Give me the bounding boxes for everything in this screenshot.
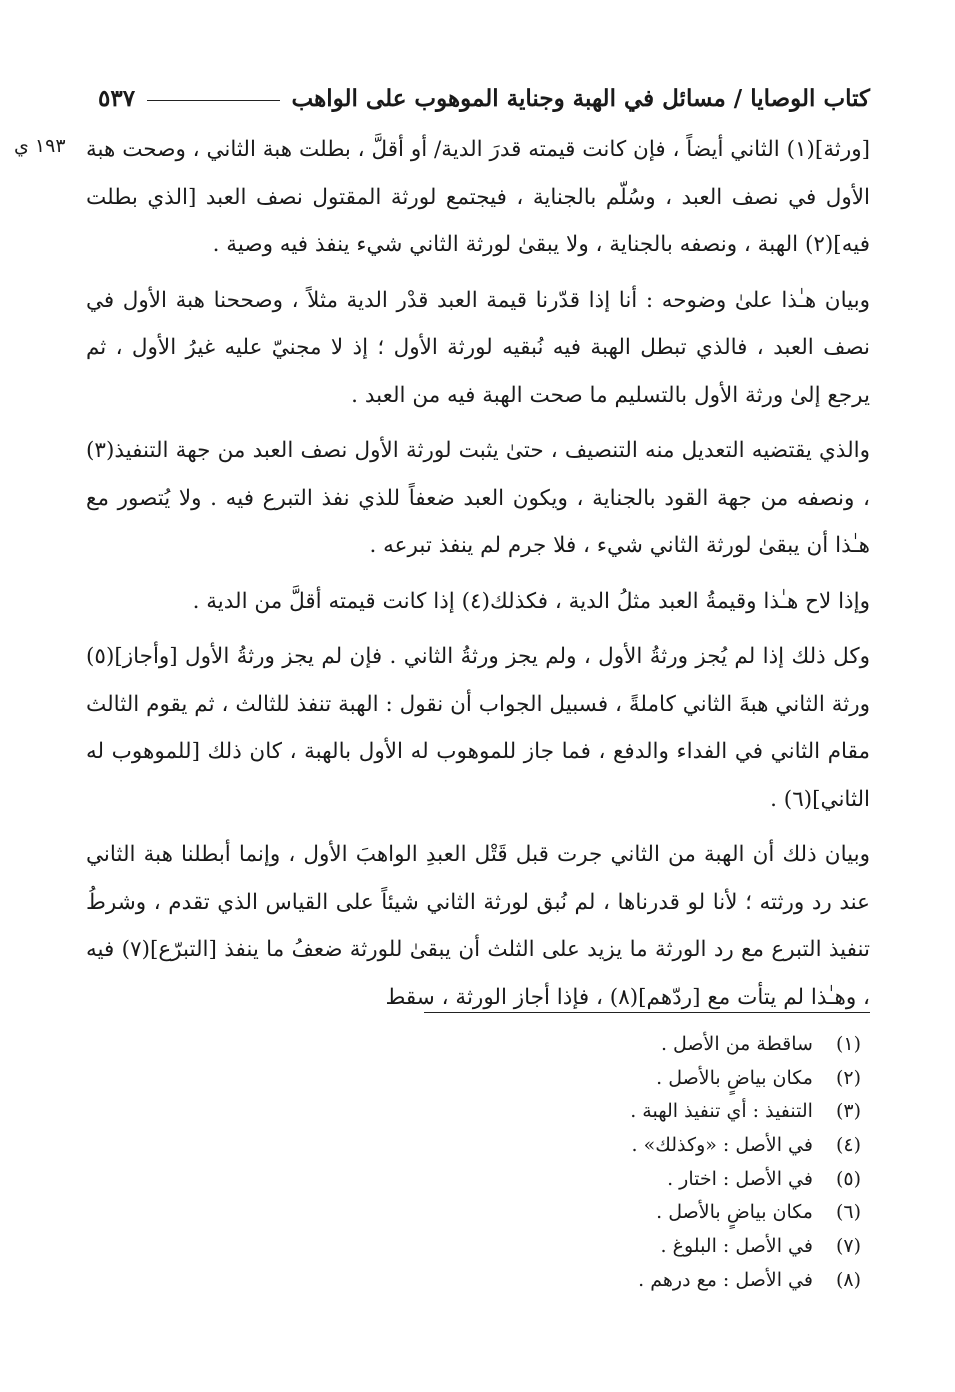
paragraph: وكل ذلك إذا لم يُجز ورثةُ الأول ، ولم يجز ورثةُ الثاني . فإن لم يجز ورثةُ الأول [وأجاز](٥) ورثة الثاني هبةَ الثاني كاملةً ، فسبيل الجواب أن نقول : الهبة تنفذ للثالث ، ثم يقوم الثالث مقام الثاني في الفداء والدفع ، فما جاز للموهوب له الأول بالهبة ، كان ذلك [للموهوب له الثاني](٦) . bbox=[86, 644, 870, 812]
page-number: ٥٣٧ bbox=[98, 84, 136, 112]
footnote-number: (١) bbox=[835, 1033, 861, 1055]
footnote bbox=[421, 1264, 861, 1298]
margin-reference: ١٩٣ ي bbox=[14, 135, 66, 157]
running-header bbox=[98, 78, 870, 118]
main-text bbox=[86, 126, 870, 1029]
footnote-text: مكان بياضٍ بالأصل . bbox=[656, 1201, 813, 1224]
footnotes bbox=[421, 1028, 861, 1298]
paragraph: [ورثة](١) الثاني أيضاً ، فإن كانت قيمته قدرَ الدية/ أو أقلَّ ، بطلت هبة الثاني ، وصحت هبة الأول في نصف العبد ، وسُلّم بالجناية ، فيجتمع لورثة المقتول نصف العبد [الذي بطلت فيه](٢) الهبة ، ونصفه بالجناية ، ولا يبقىٰ لورثة الثاني شيء ينفذ فيه وصية . bbox=[86, 137, 870, 257]
footnote-number: (٧) bbox=[835, 1235, 861, 1258]
footnote-text: التنفيذ : أي تنفيذ الهبة . bbox=[630, 1100, 813, 1123]
paragraph: وبيان هـٰذا علىٰ وضوحه : أنا إذا قدّرنا قيمة العبد قدْر الدية مثلاً ، وصححنا هبة الأول في نصف العبد ، فالذي تبطل الهبة فيه نُبقيه لورثة الأول ؛ إذ لا مجنيّ عليه غيرُ الأول ، ثم يرجع إلىٰ ورثة الأول بالتسليم ما صحت الهبة فيه من العبد . bbox=[86, 287, 870, 408]
footnote-text: في الأصل : اختار . bbox=[667, 1167, 813, 1190]
footnote bbox=[421, 1129, 861, 1163]
paragraph: والذي يقتضيه التعديل منه التنصيف ، حتىٰ يثبت لورثة الأول نصف العبد من جهة التنفيذ(٣) ، ونصفه من جهة القود بالجناية ، ويكون العبد ضعفاً للذي نفذ التبرع فيه . ولا يُتصور مع هـٰذا أن يبقىٰ لورثة الثاني شيء ، فلا جرم لم ينفذ تبرعه . bbox=[86, 438, 870, 558]
footnote-text: في الأصل : البلوغ . bbox=[660, 1235, 813, 1258]
footnote-number: (٢) bbox=[835, 1066, 861, 1089]
footnote-number: (٤) bbox=[835, 1134, 861, 1157]
footnote bbox=[421, 1095, 861, 1129]
footnote-number: (٦) bbox=[835, 1201, 861, 1224]
footnote-separator bbox=[424, 1012, 870, 1013]
header-rule bbox=[147, 100, 279, 101]
footnote-text: مكان بياضٍ بالأصل . bbox=[656, 1066, 813, 1089]
footnote-text: في الأصل : مع درهم . bbox=[638, 1268, 813, 1291]
footnote bbox=[421, 1196, 861, 1230]
footnote-number: (٣) bbox=[835, 1100, 861, 1123]
footnote-text: في الأصل : «وكذلك» . bbox=[631, 1134, 813, 1157]
paragraph: وإذا لاح هـٰذا وقيمةُ العبد مثلُ الدية ، فكذلك(٤) إذا كانت قيمته أقلَّ من الدية . bbox=[192, 588, 870, 614]
footnote-number: (٨) bbox=[835, 1268, 861, 1291]
footnote bbox=[421, 1028, 861, 1062]
header-title: كتاب الوصايا / مسائل في الهبة وجناية الموهوب على الواهب bbox=[291, 84, 870, 112]
paragraph: وبيان ذلك أن الهبة من الثاني جرت قبل قَتْل العبدِ الواهبَ الأول ، وإنما أبطلنا هبة الثاني عند رد ورثته ؛ لأنا لو قدرناها ، لم نُبق لورثة الثاني شيئاً على القياس الذي تقدم ، وشرطُ تنفيذ التبرع مع رد الورثة ما يزيد على الثلث أن يبقىٰ للورثة ضعفُ ما ينفذ [التبرّع](٧) فيه ، وهـٰذا لم يتأت مع [ردّهم](٨) ، فإذا أجاز الورثة ، سقط bbox=[86, 842, 870, 1010]
footnote bbox=[421, 1163, 861, 1197]
footnote-text: ساقطة من الأصل . bbox=[660, 1033, 813, 1055]
footnote bbox=[421, 1230, 861, 1264]
footnote bbox=[421, 1062, 861, 1096]
footnote-number: (٥) bbox=[835, 1167, 861, 1190]
